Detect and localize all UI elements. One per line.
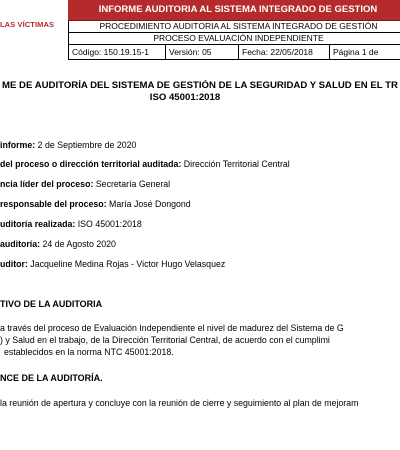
- field-proceso-auditado: [0, 159, 290, 169]
- section-heading-objetivo: TIVO DE LA AUDITORIA: [0, 299, 103, 309]
- field-value: ISO 45001:2018: [75, 219, 142, 229]
- field-label: informe:: [0, 140, 36, 150]
- header-version: Versión: 05: [166, 45, 239, 59]
- field-value: 2 de Septiembre de 2020: [35, 140, 137, 150]
- field-auditoria-realizada: [0, 219, 142, 229]
- report-title-line1: ME DE AUDITORÍA DEL SISTEMA DE GESTIÓN DE LA SEGURIDAD Y SALUD EN EL TR: [2, 80, 398, 91]
- field-fecha-informe: [0, 140, 136, 150]
- field-label: ncia líder del proceso:: [0, 179, 94, 189]
- header-pagina: Página 1 de: [333, 47, 379, 57]
- field-responsable: [0, 199, 191, 209]
- field-dependencia-lider: [0, 179, 170, 189]
- field-label: uditoría realizada:: [0, 219, 76, 229]
- objetivo-line: a través del proceso de Evaluación Independiente el nivel de madurez del Sistema de G: [0, 323, 344, 333]
- objetivo-line: ) y Salud en el trabajo, de la Dirección Territorial Central, de acuerdo con el cumplimi: [0, 335, 330, 345]
- header-process: PROCESO EVALUACIÓN INDEPENDIENTE: [68, 33, 400, 45]
- field-value: Dirección Territorial Central: [181, 159, 290, 169]
- header-procedure: PROCEDIMIENTO AUDITORIA AL SISTEMA INTEGRADO DE GESTIÓN: [68, 21, 400, 33]
- field-auditor: [0, 259, 225, 269]
- field-value: 24 de Agosto 2020: [40, 239, 116, 249]
- header-fecha: Fecha: 22/05/2018: [239, 45, 330, 59]
- logo-text: LAS VÍCTIMAS: [0, 20, 55, 29]
- field-value: Secretaría General: [93, 179, 171, 189]
- header-title: INFORME AUDITORIA AL SISTEMA INTEGRADO DE GESTION: [68, 0, 400, 21]
- field-fecha-auditoria: [0, 239, 116, 249]
- field-value: María José Dongond: [106, 199, 191, 209]
- section-heading-alcance: NCE DE LA AUDITORÍA.: [0, 373, 103, 383]
- field-label: del proceso o dirección territorial auditada:: [0, 159, 182, 169]
- field-label: responsable del proceso:: [0, 199, 107, 209]
- header-codigo: Código: 150.19.15-1: [69, 45, 166, 59]
- objetivo-paragraph: [0, 322, 400, 358]
- field-value: Jacqueline Medina Rojas - Victor Hugo Velasquez: [27, 259, 226, 269]
- report-title-line2: ISO 45001:2018: [149, 92, 221, 103]
- alcance-paragraph: la reunión de apertura y concluye con la reunión de cierre y seguimiento al plan de mejoram: [0, 398, 359, 408]
- report-title: [0, 80, 400, 104]
- objetivo-line: establecidos en la norma NTC 45001:2018.: [4, 347, 174, 357]
- header-meta-row: [68, 45, 400, 60]
- field-label: uditor:: [0, 259, 28, 269]
- document-header: [68, 0, 400, 60]
- field-label: auditoría:: [0, 239, 41, 249]
